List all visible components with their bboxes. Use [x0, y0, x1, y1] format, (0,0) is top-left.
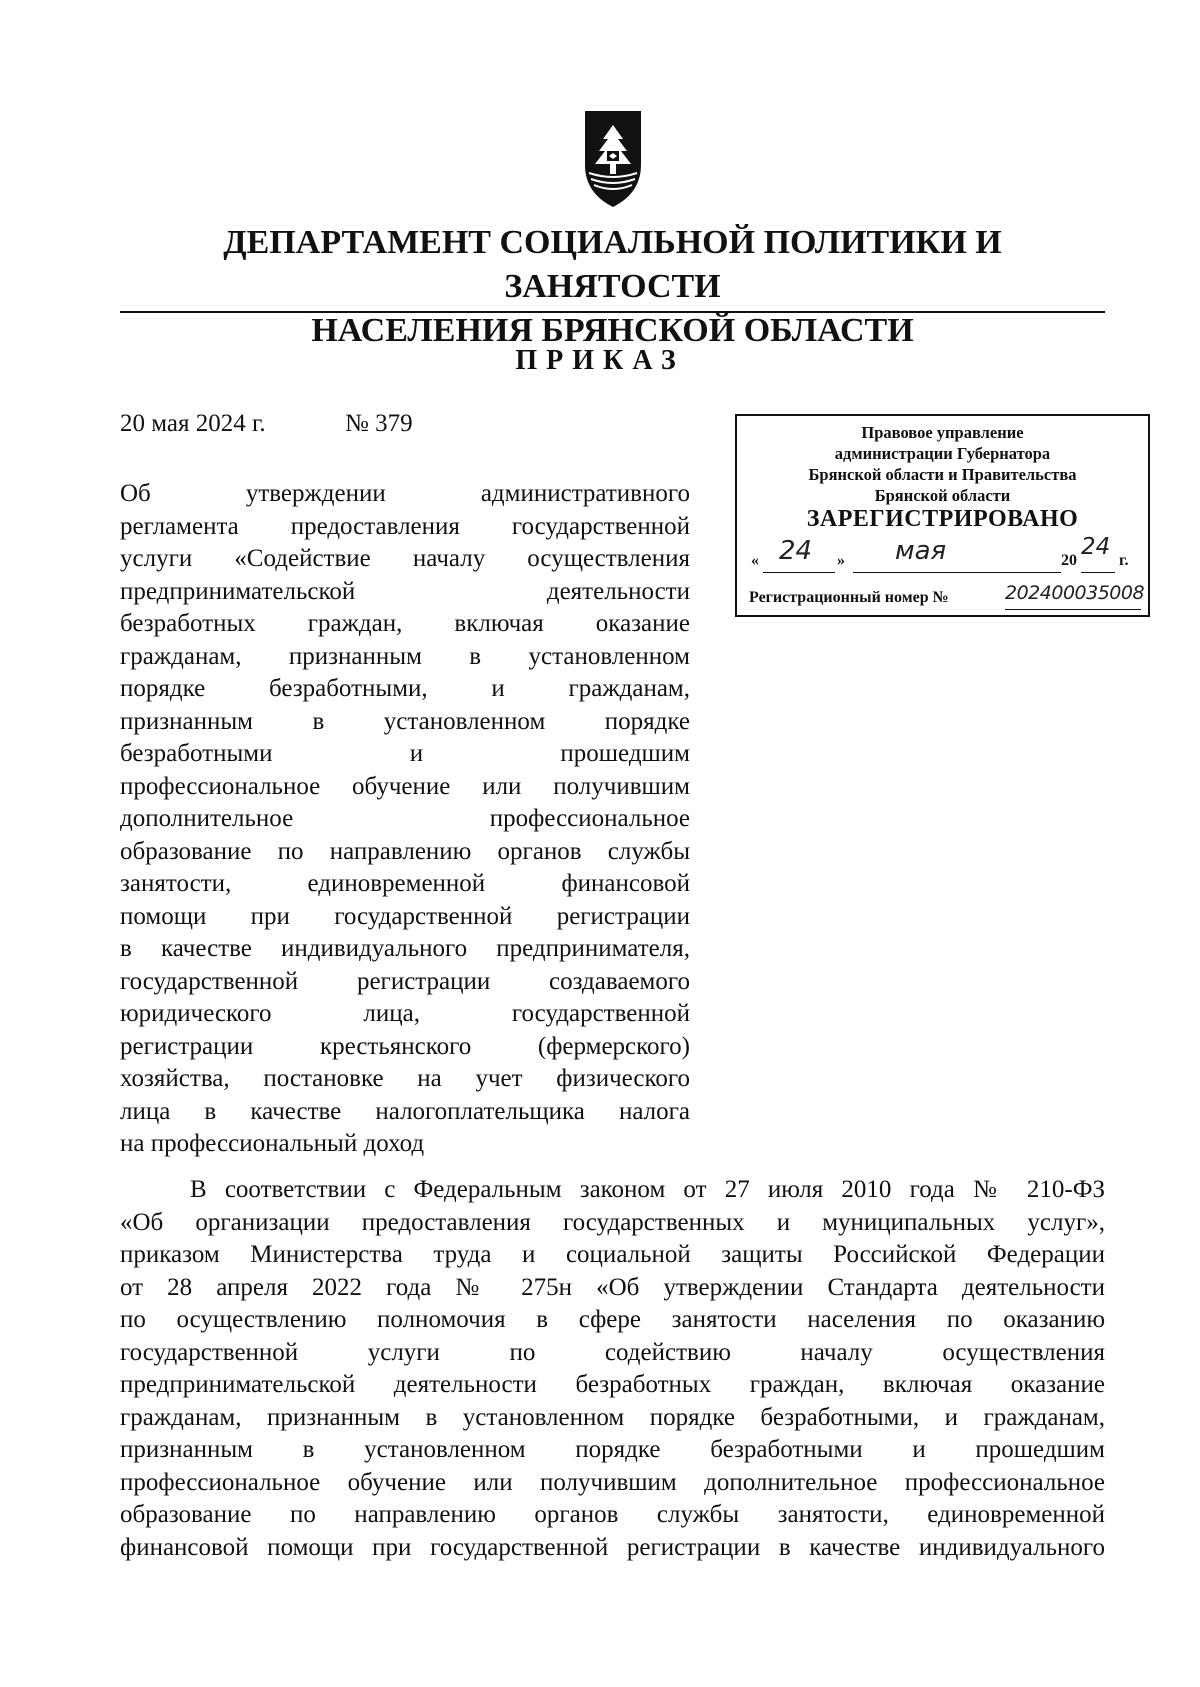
preamble-line: государственной услуги по содействию началу осуществления [120, 1338, 1105, 1366]
stamp-line-2: администрации Губернатора [834, 444, 1051, 463]
stamp-reg-underline [1005, 609, 1141, 610]
subject-line: занятости, единовременной финансовой [120, 870, 690, 897]
stamp-status: ЗАРЕГИСТРИРОВАНО [806, 506, 1079, 532]
order-number: № 379 [345, 410, 413, 437]
stamp-year-suffix: 24 [1081, 534, 1111, 560]
stamp-day: 24 [779, 536, 813, 566]
department-title-line1: ДЕПАРТАМЕНТ СОЦИАЛЬНОЙ ПОЛИТИКИ И ЗАНЯТОСТИ [223, 224, 1002, 305]
order-subject [120, 478, 690, 1161]
stamp-year-unit: г. [1119, 552, 1129, 569]
subject-line: регистрации крестьянского (фермерского) [120, 1032, 690, 1060]
subject-line: гражданам, признанным в установленном [120, 642, 690, 670]
preamble-line: «Об организации предоставления государственных и муниципальных услуг», [120, 1208, 1105, 1236]
stamp-day-underline [763, 572, 835, 573]
subject-line: помощи при государственной регистрации [120, 902, 690, 930]
preamble-line: В соответствии с Федеральным законом от 27 июля 2010 года № 210-ФЗ [190, 1176, 1105, 1203]
preamble-line: по осуществлению полномочия в сфере занятости населения по оказанию [120, 1306, 1105, 1333]
subject-line: профессиональное обучение или получившим [120, 772, 690, 800]
subject-line: регламента предоставления государственной [120, 512, 690, 540]
stamp-open-quote: « [751, 552, 759, 569]
stamp-close-quote: » [837, 552, 845, 569]
stamp-year-prefix: 20 [1061, 552, 1077, 569]
subject-line: юридического лица, государственной [120, 1000, 690, 1027]
stamp-line-1: Правовое управление [861, 423, 1024, 442]
preamble-line: финансовой помощи при государственной регистрации в качестве индивидуального [120, 1533, 1105, 1561]
subject-line: хозяйства, постановке на учет физического [120, 1065, 690, 1092]
subject-line: образование по направлению органов службы [120, 837, 690, 865]
subject-line: порядке безработными, и гражданам, [120, 675, 690, 702]
stamp-line-4: Брянской области [874, 486, 1011, 505]
order-date: 20 мая 2024 г. [120, 410, 266, 437]
preamble-line: от 28 апреля 2022 года № 275н «Об утверждении Стандарта деятельности [120, 1273, 1105, 1301]
preamble-line: предпринимательской деятельности безработных граждан, включая оказание [120, 1371, 1105, 1398]
stamp-month: мая [895, 536, 947, 566]
department-title-line2: НАСЕЛЕНИЯ БРЯНСКОЙ ОБЛАСТИ [311, 312, 914, 349]
subject-line: государственной регистрации создаваемого [120, 967, 690, 995]
subject-line: безработных граждан, включая оказание [120, 610, 690, 637]
department-title [120, 221, 1105, 353]
stamp-line-3: Брянской области и Правительства [808, 465, 1077, 484]
stamp-year-underline [1081, 572, 1115, 573]
preamble-line: образование по направлению органов службы занятости, единовременной [120, 1501, 1105, 1528]
stamp-reg-label: Регистрационный номер № [749, 589, 949, 606]
subject-line: безработными и прошедшим [120, 740, 690, 767]
subject-line: предпринимательской деятельности [120, 577, 690, 605]
subject-line: на профессиональный доход [120, 1130, 425, 1157]
preamble-line: гражданам, признанным в установленном порядке безработными, и гражданам, [120, 1403, 1105, 1431]
coat-of-arms-icon [577, 107, 649, 213]
subject-line: Об утверждении административного [120, 480, 690, 507]
subject-line: в качестве индивидуального предпринимателя, [120, 935, 690, 962]
preamble-line: профессиональное обучение или получившим дополнительное профессиональное [120, 1468, 1105, 1496]
preamble-line: приказом Министерства труда и социальной защиты Российской Федерации [120, 1241, 1105, 1268]
subject-line: услуги «Содействие началу осуществления [120, 545, 690, 572]
subject-line: лица в качестве налогоплательщика налога [120, 1097, 690, 1125]
preamble-line: признанным в установленном порядке безработными и прошедшим [120, 1436, 1105, 1463]
stamp-reg-number: 202400035008 [1005, 582, 1145, 604]
stamp-month-underline [853, 572, 1061, 573]
order-preamble [120, 1174, 1105, 1564]
header-divider [120, 311, 1105, 313]
document-type-title: ПРИКАЗ [515, 345, 685, 376]
subject-line: признанным в установленном порядке [120, 707, 690, 735]
registration-stamp [735, 414, 1150, 617]
subject-line: дополнительное профессиональное [120, 805, 690, 832]
